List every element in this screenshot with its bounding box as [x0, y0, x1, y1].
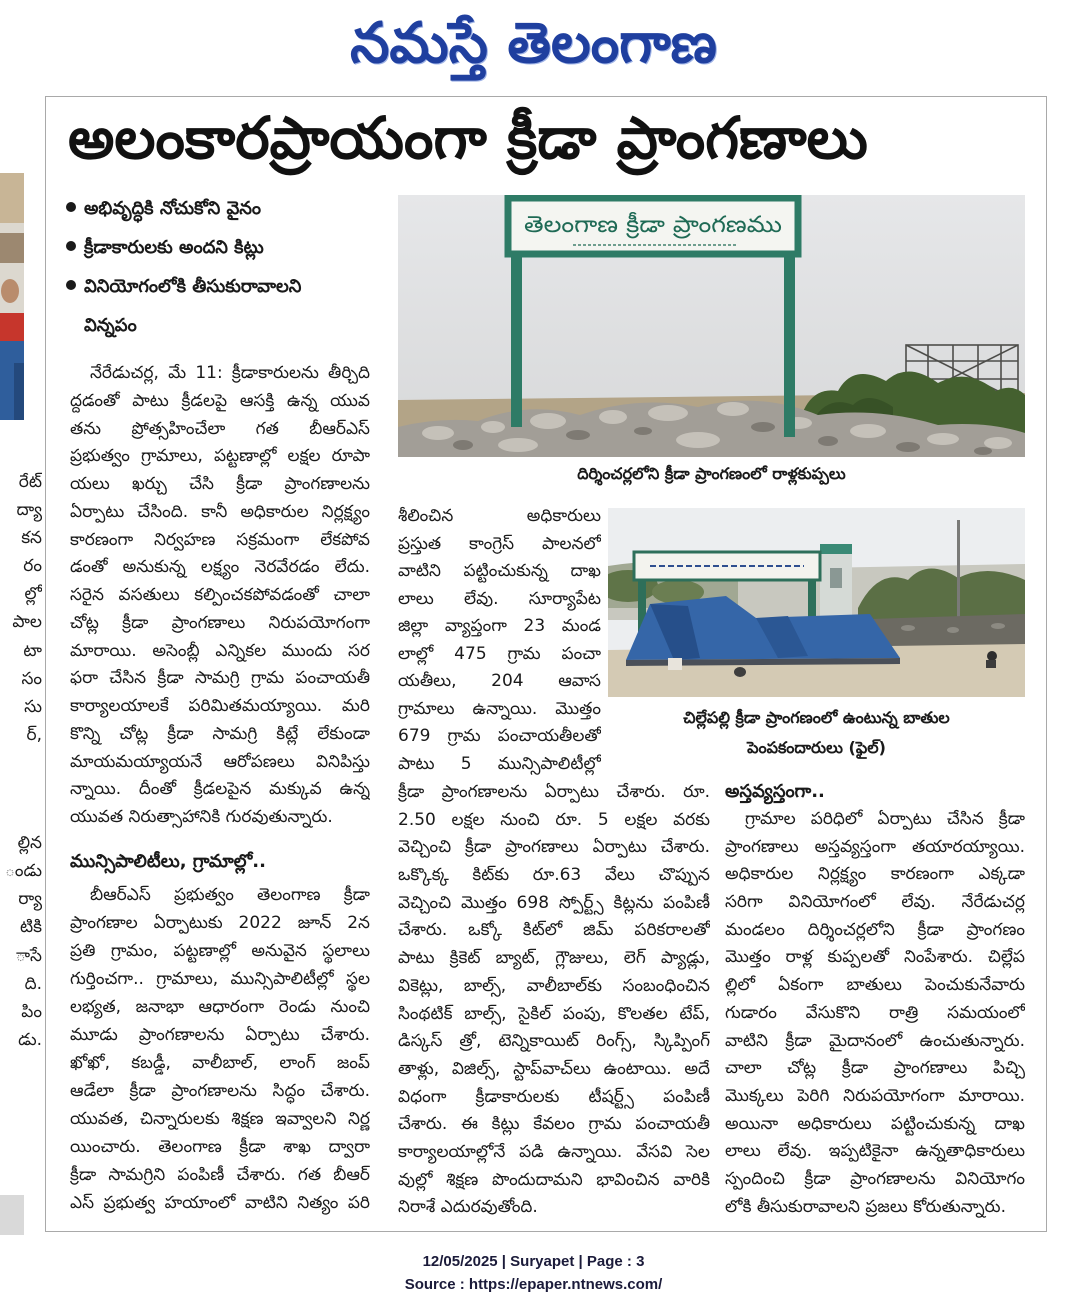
neighbor-text-fragment-line: ల్లో	[24, 584, 42, 605]
column-1-text-line: నేరేడుచర్ల, మే 11: క్రీడాకారులను తీర్చిది	[90, 363, 370, 383]
column-2-text-line: కార్యాలయాల్లోనే పడి ఉన్నాయి. వేసవి సెల	[398, 1141, 710, 1162]
column-3-text-line: స్పందించి క్రీడా ప్రాంగణాలను వినియోగం	[725, 1168, 1025, 1189]
photo-caption-2	[608, 703, 1025, 763]
column-3-subheading: అస్తవ్యస్తంగా..	[725, 781, 825, 802]
neighbor-text-fragment-line: పిం	[21, 1001, 42, 1022]
column-3-text-line: ల్లిలో ఏకంగా బాతులు పెంచుకునేవారు	[725, 975, 1025, 996]
neighbor-photo-fragment	[0, 173, 24, 420]
column-3-text-line: ప్రాంగణాలు అస్తవ్యస్తంగా తయారయ్యాయి.	[725, 836, 1025, 857]
column-1-subheading: మున్సిపాలిటీలు, గ్రామాల్లో..	[70, 851, 266, 872]
bullet-text: వినియోగంలోకి తీసుకురావాలని	[84, 276, 302, 297]
neighbor-text-fragment-line: టా	[23, 640, 42, 661]
column-2-text-line: వికెట్లు, బాల్స్, వాలీబాల్‌కు సంబంధించిన	[398, 975, 710, 996]
column-2-text-line: 679 గ్రామ పంచాయతీలతో	[398, 726, 601, 746]
column-1-text-line: ప్రాంగణాల ఏర్పాటుకు 2022 జూన్ 2న	[70, 913, 370, 933]
column-2-text-line: తాళ్లు, విజిల్స్, స్టాప్‌వాచ్‌లు ఉంటాయి. అదే	[398, 1058, 710, 1079]
column-2-text-line: సింథటిక్ బాల్స్, సైకిల్ పంపు, కొలతల టేప్,	[398, 1003, 710, 1024]
column-1-text-line: ఆడేలా క్రీడా ప్రాంగణాలను సిద్ధం చేశారు.	[70, 1081, 370, 1101]
bullet-dot-icon	[66, 241, 76, 251]
column-3-text-line: అధికారుల నిర్లక్ష్యం కారణంగా ఎక్కడా	[725, 864, 1025, 885]
column-1-text-line: సరైన వసతులు కల్పించకపోవడంతో చాలా	[70, 585, 370, 605]
column-1-text-line: ద్దడంతో పాటు క్రీడలపై ఆసక్తి ఉన్న యువ	[70, 390, 370, 411]
column-2-text-line: గ్రామాలు ఉన్నాయి. మొత్తం	[398, 698, 601, 719]
column-1-text-line: ప్రభుత్వం గ్రామాలు, పట్టణాల్లో లక్షల రూపా	[70, 446, 370, 467]
article-headline: అలంకారప్రాయంగా క్రీడా ప్రాంగణాలు	[68, 104, 868, 172]
column-1-text-line: బీఆర్‌ఎస్ ప్రభుత్వం తెలంగాణ క్రీడా	[90, 885, 370, 905]
column-2-text-line: డిస్కస్ త్రో, టెన్నికాయిట్ రింగ్స్, స్కిప్పింగ్	[398, 1031, 710, 1052]
column-2-text-line: జిల్లా వ్యాప్తంగా 23 మండ	[398, 616, 601, 636]
neighbor-text-fragment-upper	[0, 468, 42, 749]
column-2-text-line: పాటు 5 మున్సిపాలిటీల్లో	[398, 753, 601, 774]
column-1-text-line: యించారు. తెలంగాణ క్రీడా శాఖ ద్వారా	[70, 1137, 370, 1157]
highlight-bullets	[66, 189, 388, 345]
neighbor-text-fragment-line: కన	[21, 528, 42, 549]
column-3-text-line: వాటిని క్రీడా మైదానంలో ఉంచుతున్నారు.	[725, 1030, 1025, 1051]
column-1-text-line: గుర్తించగా.. గ్రామాలు, మున్సిపాలిటీల్లో స్థల	[70, 969, 370, 989]
column-3-text-line: మొత్తం రాళ్ల కుప్పలతో నింపేశారు. చిల్లేప	[725, 947, 1025, 968]
column-2-text-line: ప్రస్తుత కాంగ్రెస్ పాలనలో	[398, 533, 601, 554]
footer-date-line: 12/05/2025 | Suryapet | Page : 3	[422, 1253, 645, 1270]
neighbor-text-fragment-line: ాసే	[15, 945, 42, 966]
column-2-text-line: లాలు లేవు. సూర్యాపేట	[398, 588, 601, 609]
column-3-paragraph	[725, 806, 1025, 1221]
column-3-text-line: సరిగా వినియోగంలో లేవు. నేరేడుచర్ల	[725, 892, 1025, 913]
neighbor-text-fragment-line: సం	[21, 668, 42, 689]
bullet-item	[66, 267, 388, 306]
neighbor-gray-box	[0, 1195, 24, 1235]
column-2-text-line: శీలించిన అధికారులు	[398, 506, 601, 526]
column-1-text-line: మారాయి. అసెంబ్లీ ఎన్నికల ముందు సర	[70, 640, 370, 661]
column-2-text-line: వుల్లో శిక్షణ పొందుదామని భావించిన వారికి	[398, 1169, 710, 1190]
column-1-paragraph-1	[70, 360, 370, 832]
column-3-text-line: లాలు లేవు. ఇప్పటికైనా ఉన్నతాధికారులు	[725, 1141, 1025, 1162]
column-2-text-line: వెచ్చించి మొత్తం 698 స్పోర్ట్స్ కిట్లను పంపిణీ	[398, 892, 710, 913]
column-3-text-line: అయినా అధికారులు పట్టించుకున్న దాఖ	[725, 1113, 1025, 1134]
column-1-text-line: మూడు ప్రాంగణాలను ఏర్పాటు చేశారు.	[70, 1025, 370, 1045]
column-2-text-line: లాల్లో 475 గ్రామ పంచా	[398, 643, 601, 664]
column-1-text-line: కార్యాలయాలకే పరిమితమయ్యాయి. మరి	[70, 696, 370, 716]
column-2-text-line: ఒక్కొక్క కిట్‌కు రూ.63 వేలు చొప్పున	[398, 865, 710, 886]
photo-caption-2-line: చిల్లేపల్లి క్రీడా ప్రాంగణంలో ఉంటున్న బాతుల	[683, 708, 950, 727]
column-1-text-line: ఖోఖో, కబడ్డీ, వాలీబాల్, లాంగ్ జంప్	[70, 1053, 370, 1073]
neighbor-text-fragment-line: రం	[23, 556, 42, 577]
column-1-text-line: యలు ఖర్చు చేసి క్రీడా ప్రాంగణాలను	[70, 474, 370, 494]
column-3-text-line: మొక్కలు పెరిగి నిరుపయోగంగా మారాయి.	[725, 1085, 1025, 1106]
column-1-text-line: క్రీడా సామగ్రిని పంపిణీ చేశారు. గత బీఆర్	[70, 1165, 370, 1185]
column-2-wide-block	[398, 779, 710, 1222]
column-3-text-line: మండలం దిర్శించర్లలోని క్రీడా ప్రాంగణం	[725, 919, 1025, 940]
neighbor-text-fragment-line: ల్లిన	[17, 833, 42, 853]
bullet-item	[66, 189, 388, 228]
bullet-dot-icon	[66, 280, 76, 290]
column-3-text-line: చాలా చోట్ల క్రీడా ప్రాంగణాలు పిచ్చి	[725, 1058, 1025, 1079]
column-2-text-line: యతీలు, 204 ఆవాస	[398, 671, 601, 691]
column-1-text-line: ఎస్ ప్రభుత్వ హయాంలో వాటిని నిత్యం పరి	[70, 1193, 370, 1213]
column-2-text-line: 2.50 లక్షల నుంచి రూ. 5 లక్షల వరకు	[398, 809, 710, 830]
column-2-text-line: వాటిని పట్టించుకున్న దాఖ	[398, 561, 601, 581]
neighbor-text-fragment-line: టికి	[20, 917, 42, 938]
photo-stone-piles	[398, 195, 1025, 457]
newspaper-masthead: నమస్తే తెలంగాణ	[350, 11, 717, 76]
column-1-text-line: డంతో అనుకున్న లక్ష్యం నెరవేరడం లేదు.	[70, 557, 370, 578]
column-2-text-line: నిరాశే ఎదురవుతోంది.	[398, 1197, 538, 1218]
column-1-text-line: యువత నిరుత్సాహానికి గురవుతున్నారు.	[70, 807, 333, 827]
column-1-text-line: తను ప్రోత్సహించేలా గత బీఆర్‌ఎస్	[70, 418, 370, 439]
photo-duck-farmers-tent	[608, 508, 1025, 697]
footer-source-line: Source : https://epaper.ntnews.com/	[404, 1276, 663, 1293]
bullet-dot-icon	[66, 202, 76, 212]
sign-text: తెలంగాణ క్రీడా ప్రాంగణము	[524, 212, 760, 238]
column-1-text-line: కొన్ని చోట్ల క్రీడా సామగ్రి కిట్లే లేకుండా	[70, 723, 370, 744]
column-3-text-line: లోకి తీసుకురావాలని ప్రజలు కోరుతున్నారు.	[725, 1196, 1006, 1217]
column-1-text-line: యువత, చిన్నారులకు శిక్షణ ఇవ్వాలని నిర్ణ	[70, 1109, 370, 1129]
column-1-text-line: మాయమయ్యాయనే ఆరోపణలు వినిపిస్తు	[70, 751, 370, 772]
column-2-text-line: చేశారు. ఒక్కో కిట్‌లో జిమ్ పరికరాలతో	[398, 920, 710, 941]
neighbor-text-fragment-line: సు	[24, 696, 42, 717]
column-1-text-line: కారణంగా నిర్వహణ సక్రమంగా లేకపోవ	[70, 529, 370, 550]
column-1-text-line: ఏర్పాటు చేసింది. కానీ అధికారుల నిర్లక్ష్యం	[70, 501, 370, 522]
column-2-text-line: విధంగా క్రీడాకారులకు టీషర్ట్స్ పంపిణీ	[398, 1086, 710, 1107]
photo-caption-1: దిర్శించర్లలోని క్రీడా ప్రాంగణంలో రాళ్లకుప్పలు	[577, 464, 846, 483]
column-2-text-line: చేశారు. ఈ కిట్లు కేవలం గ్రామ పంచాయతీ	[398, 1114, 710, 1135]
column-1-text-line: చోట్ల క్రీడా ప్రాంగణాలు నిరుపయోగంగా	[70, 612, 370, 633]
neighbor-text-fragment-line: డు.	[18, 1029, 42, 1050]
neighbor-text-fragment-line: ర్,	[26, 724, 42, 745]
column-2-text-line: వెచ్చించి క్రీడా ప్రాంగణాలు ఏర్పాటు చేశారు.	[398, 837, 710, 858]
column-3-text-line: గుడారం వేసుకొని రాత్రి సమయంలో	[725, 1002, 1025, 1023]
neighbor-text-fragment-line: పాల	[12, 612, 42, 633]
neighbor-text-fragment-line: ది.	[24, 973, 42, 994]
column-1-paragraph-2	[70, 881, 370, 1217]
neighbor-text-fragment-line: ండు	[5, 861, 42, 882]
column-1-text-line: ఫరా చేసిన క్రీడా సామగ్రి గ్రామ పంచాయతీ	[70, 668, 370, 689]
column-1-text-line: న్నాయి. దీంతో క్రీడలపైన మక్కువ ఉన్న	[70, 779, 370, 800]
bullet-continuation: విన్నపం	[84, 315, 137, 336]
neighbor-text-fragment-line: ద్యా	[16, 500, 42, 521]
column-2-narrow-block	[398, 503, 601, 778]
photo-caption-2-line: పెంపకందారులు (ఫైల్)	[747, 738, 886, 757]
bullet-text: క్రీడాకారులకు అందని కిట్లు	[84, 237, 264, 258]
neighbor-text-fragment-lower	[0, 829, 42, 1054]
neighbor-text-fragment-line: ర్యా	[18, 889, 42, 910]
column-3-text-line: గ్రామాల పరిధిలో ఏర్పాటు చేసిన క్రీడా	[745, 809, 1025, 829]
column-1-text-line: లభ్యత, జనాభా ఆధారంగా రెండు నుంచి	[70, 997, 370, 1017]
column-2-text-line: పాటు క్రికెట్ బ్యాట్, గ్లౌజులు, లెగ్ ప్యాడ్లు,	[398, 948, 710, 969]
column-1-text-line: ప్రతి గ్రామం, పట్టణాల్లో అనువైన స్థలాలు	[70, 941, 370, 961]
bullet-text: అభివృద్ధికి నోచుకోని వైనం	[84, 198, 262, 219]
column-2-text-line: క్రీడా ప్రాంగణాలను ఏర్పాటు చేశారు. రూ.	[398, 782, 710, 802]
bullet-item	[66, 228, 388, 267]
neighbor-text-fragment-line: రేట్	[18, 472, 42, 492]
